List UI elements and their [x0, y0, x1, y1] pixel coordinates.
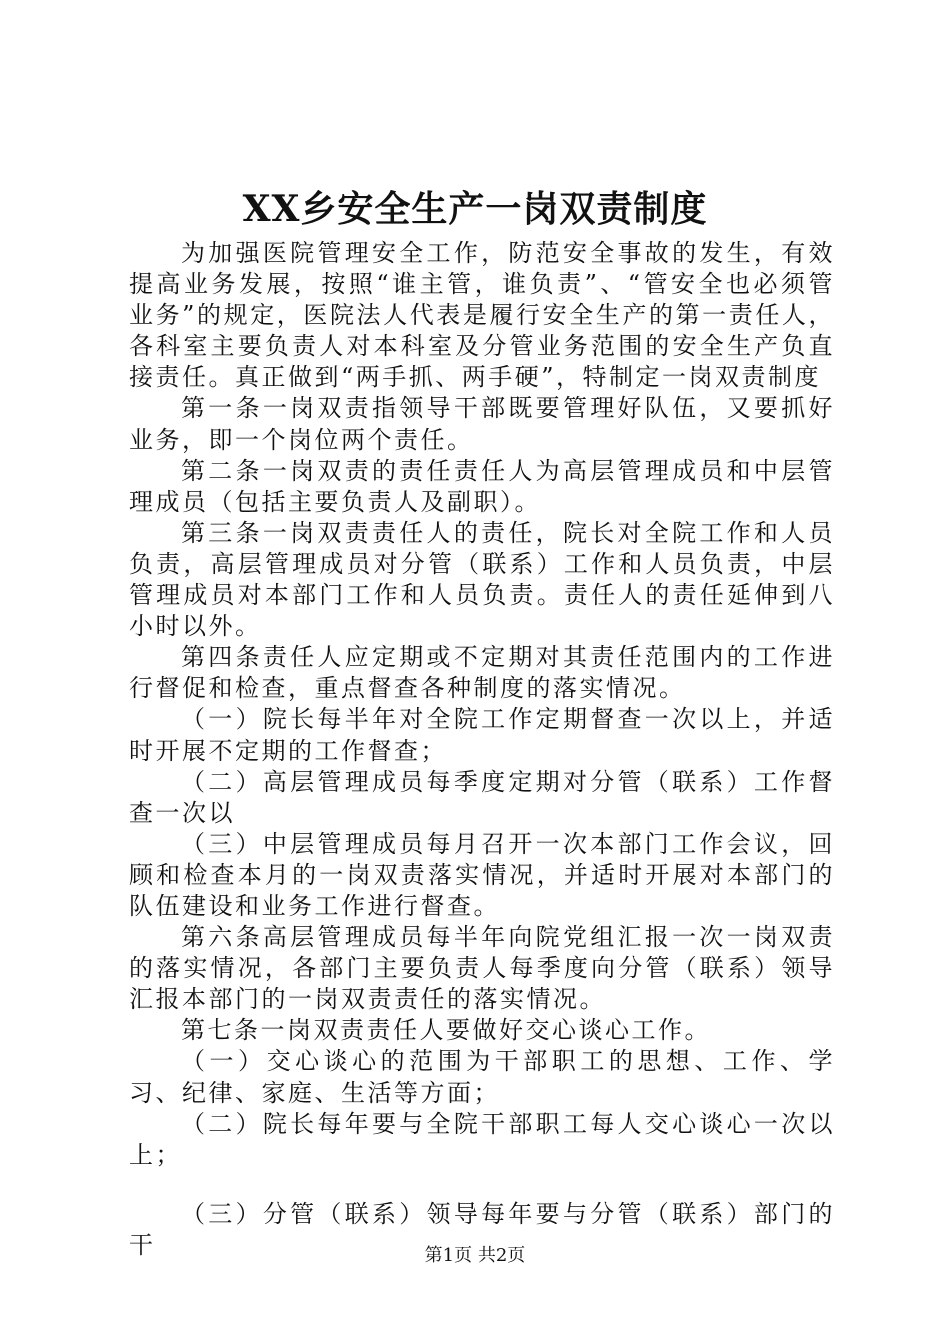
- paragraph-item-4-3: （三）中层管理成员每月召开一次本部门工作会议，回顾和检查本月的一岗双责落实情况，并适时开展对本部门的队伍建设和业务工作进行督查。: [129, 829, 835, 920]
- paragraph-item-4-2: （二）高层管理成员每季度定期对分管（联系）工作督查一次以: [129, 767, 835, 827]
- paragraph-article-3: 第三条一岗双责责任人的责任，院长对全院工作和人员负责，高层管理成员对分管（联系）工作和人员负责，中层管理成员对本部门工作和人员负责。责任人的责任延伸到八小时以外。: [129, 518, 835, 641]
- page-footer: 第1页 共2页: [424, 1245, 526, 1266]
- paragraph-item-7-2: （二）院长每年要与全院干部职工每人交心谈心一次以上；: [129, 1109, 835, 1169]
- document-body: [129, 238, 835, 1261]
- paragraph-item-7-1: （一）交心谈心的范围为干部职工的思想、工作、学习、纪律、家庭、生活等方面；: [129, 1047, 835, 1107]
- paragraph-intro: 为加强医院管理安全工作，防范安全事故的发生，有效提高业务发展，按照“谁主管，谁负责”、“管安全也必须管业务”的规定，医院法人代表是履行安全生产的第一责任人，各科室主要负责人对本科室及分管业务范围的安全生产负直接责任。真正做到“两手抓、两手硬”，特制定一岗双责制度: [129, 239, 835, 392]
- document-title: XX乡安全生产一岗双责制度: [242, 188, 708, 230]
- paragraph-item-4-1: （一）院长每半年对全院工作定期督查一次以上，并适时开展不定期的工作督查；: [129, 705, 835, 765]
- paragraph-article-6: 第六条高层管理成员每半年向院党组汇报一次一岗双责的落实情况，各部门主要负责人每季度向分管（联系）领导汇报本部门的一岗双责责任的落实情况。: [129, 923, 835, 1014]
- paragraph-article-2: 第二条一岗双责的责任责任人为高层管理成员和中层管理成员（包括主要负责人及副职）。: [129, 456, 835, 516]
- paragraph-article-7: 第七条一岗双责责任人要做好交心谈心工作。: [181, 1016, 711, 1045]
- paragraph-item-7-3: （三）分管（联系）领导每年要与分管（联系）部门的干: [129, 1199, 835, 1259]
- paragraph-article-1: 第一条一岗双责指领导干部既要管理好队伍，又要抓好业务，即一个岗位两个责任。: [129, 394, 835, 454]
- paragraph-article-4: 第四条责任人应定期或不定期对其责任范围内的工作进行督促和检查，重点督查各种制度的落实情况。: [129, 643, 835, 703]
